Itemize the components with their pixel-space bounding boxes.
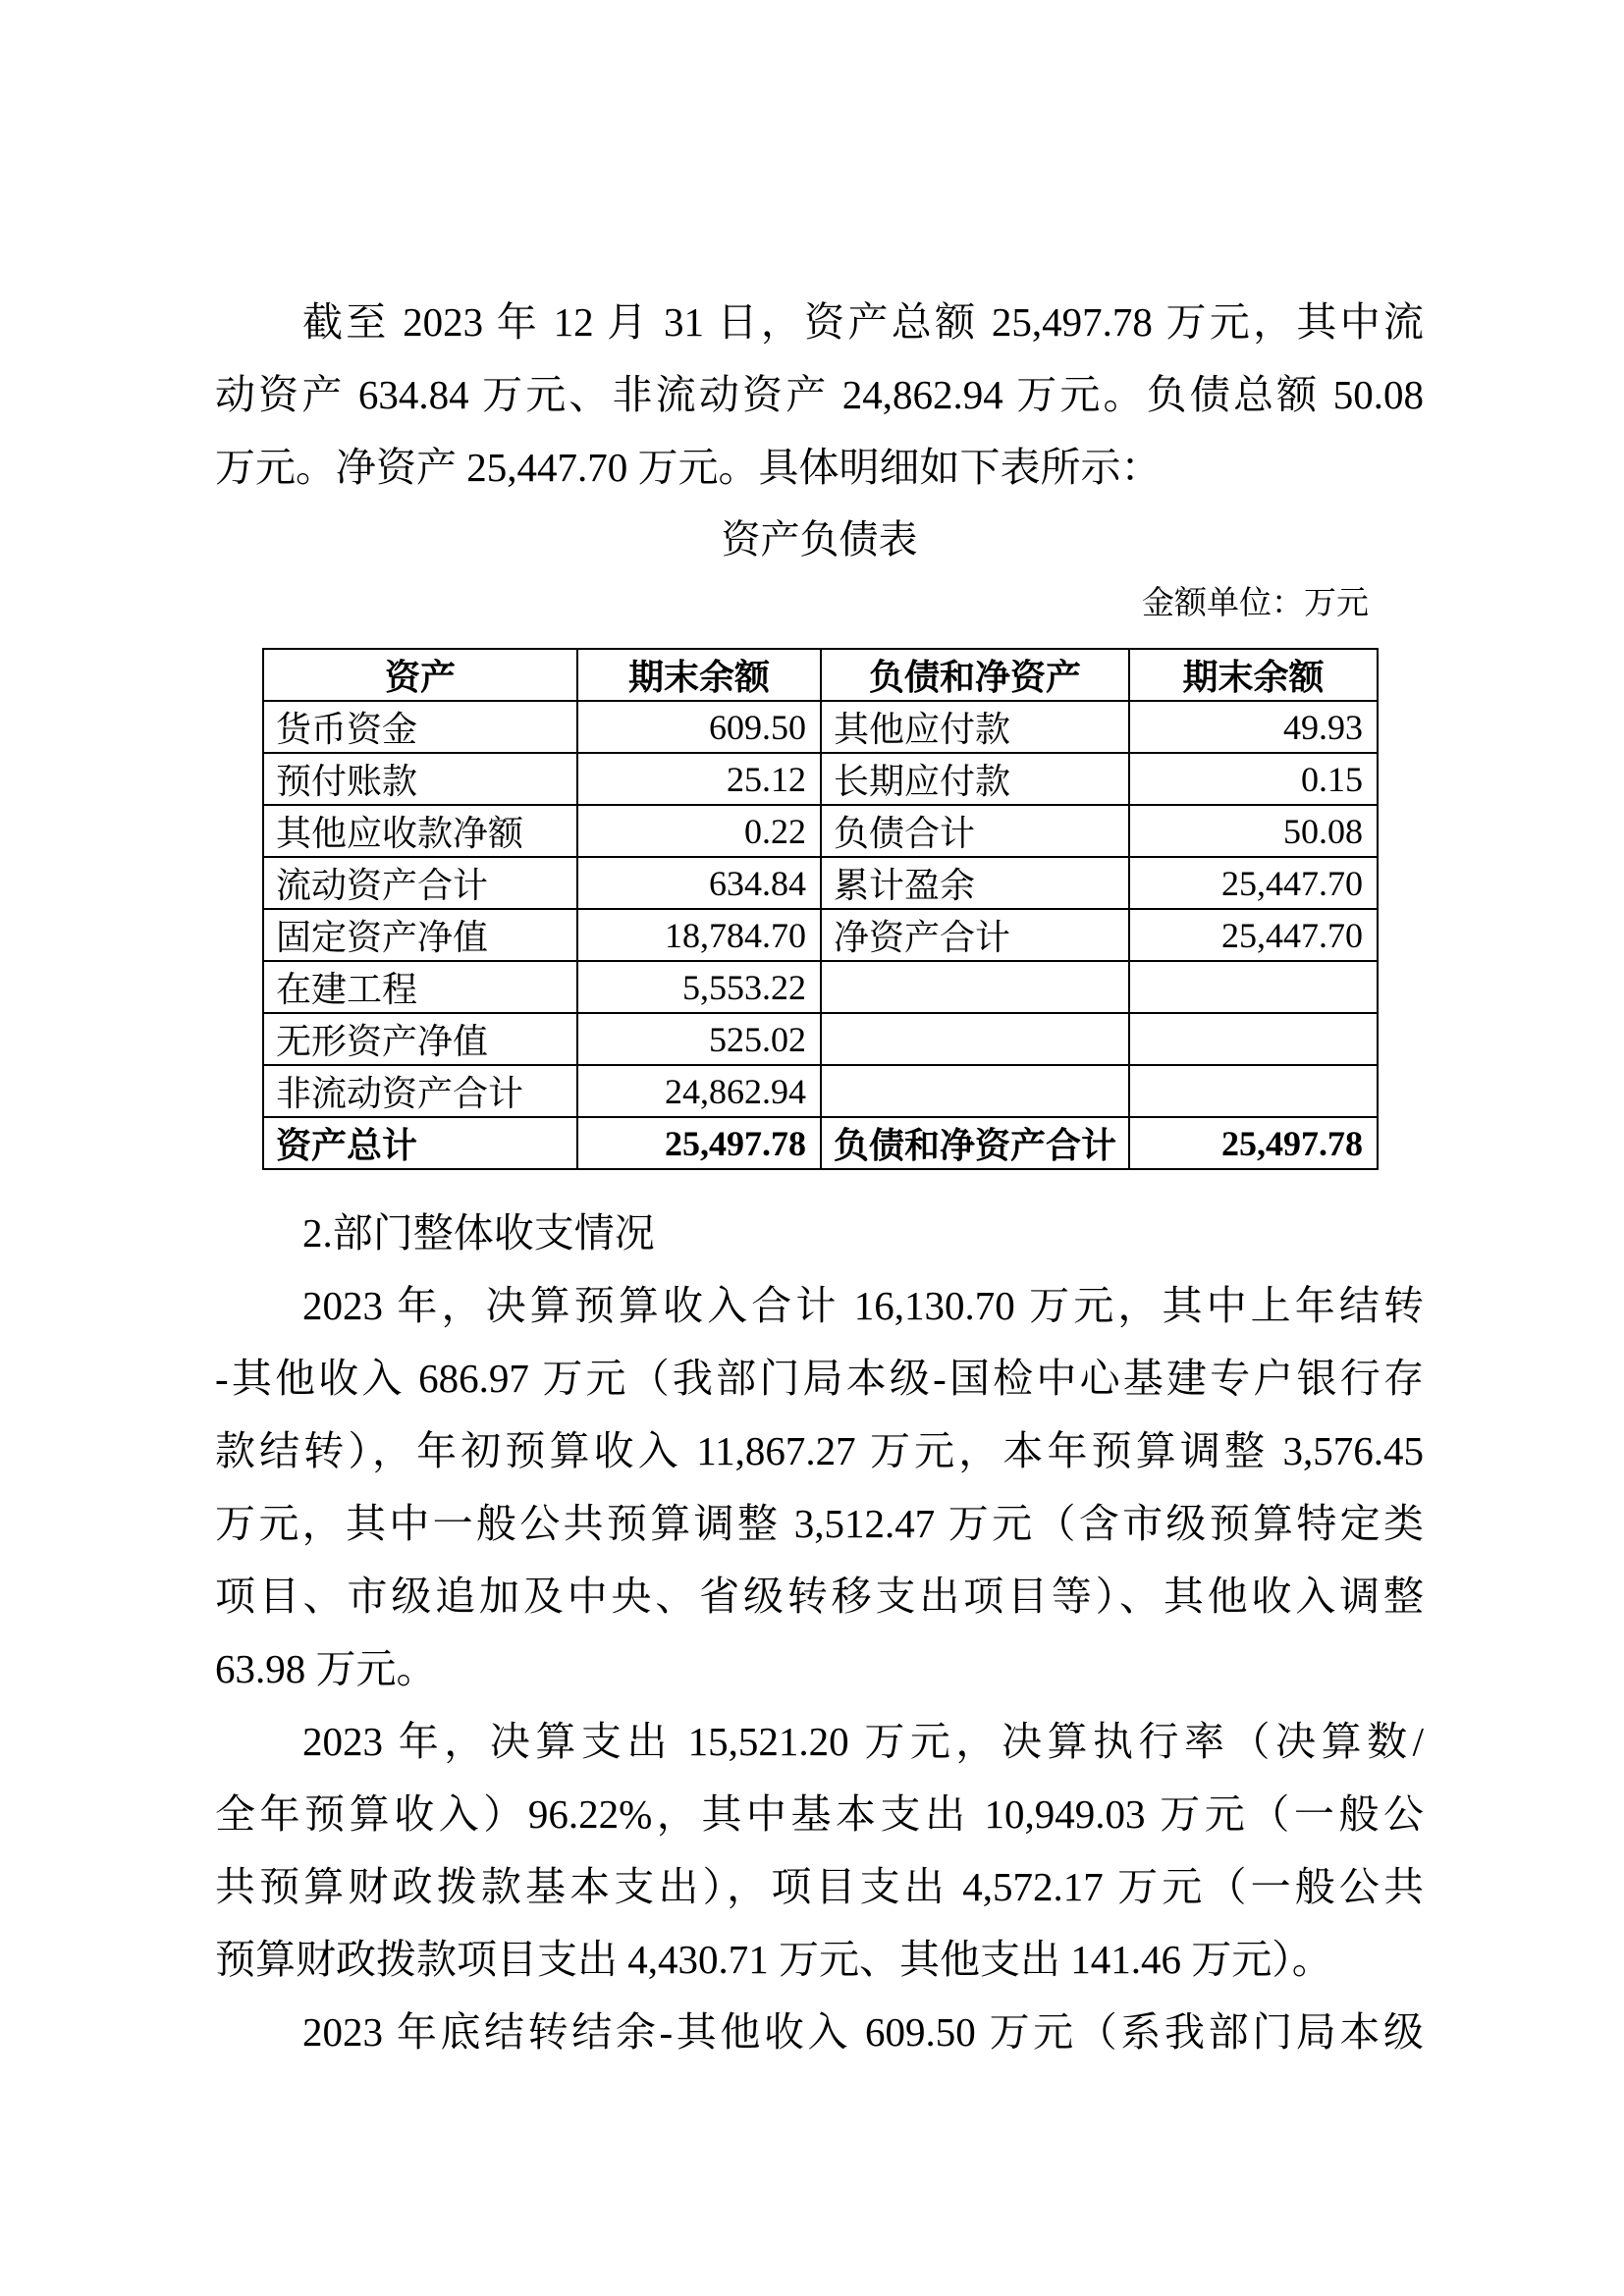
table-row <box>263 805 1378 857</box>
cell-value: 525.02 <box>577 1013 821 1065</box>
cell-value: 0.22 <box>577 805 821 857</box>
page-content <box>215 0 1424 2068</box>
intro-paragraph <box>215 286 1424 504</box>
header-liabilities-net-assets: 负债和净资产 <box>821 649 1129 701</box>
cell-label: 固定资产净值 <box>263 909 577 961</box>
text-line: 2023 年，决算支出 15,521.20 万元，决算执行率（决算数/ <box>302 1719 1424 1764</box>
table-row <box>263 753 1378 805</box>
cell-value <box>1129 1013 1378 1065</box>
table-row <box>263 909 1378 961</box>
table-body <box>263 701 1378 1169</box>
text-line: 全年预算收入）96.22%，其中基本支出 10,949.03 万元（一般公 <box>215 1791 1424 1837</box>
section-heading: 2.部门整体收支情况 <box>302 1210 655 1255</box>
cell-value: 25,447.70 <box>1129 909 1378 961</box>
cell-label: 预付账款 <box>263 753 577 805</box>
cell-value: 0.15 <box>1129 753 1378 805</box>
header-liabilities-balance: 期末余额 <box>1129 649 1378 701</box>
table-title: 资产负债表 <box>721 517 918 561</box>
cell-value: 18,784.70 <box>577 909 821 961</box>
cell-label: 负债合计 <box>821 805 1129 857</box>
cell-value: 25,497.78 <box>577 1117 821 1169</box>
cell-label <box>821 1065 1129 1117</box>
cell-label: 非流动资产合计 <box>263 1065 577 1117</box>
text-line: 截至 2023 年 12 月 31 日，资产总额 25,497.78 万元，其中流 <box>302 299 1424 345</box>
cell-value: 25,497.78 <box>1129 1117 1378 1169</box>
cell-label: 资产总计 <box>263 1117 577 1169</box>
cell-label: 长期应付款 <box>821 753 1129 805</box>
text-line: 2023 年，决算预算收入合计 16,130.70 万元，其中上年结转 <box>302 1283 1424 1328</box>
text-line: 预算财政拨款项目支出 4,430.71 万元、其他支出 141.46 万元）。 <box>215 1937 1332 1982</box>
cell-value <box>1129 1065 1378 1117</box>
text-line: 款结转），年初预算收入 11,867.27 万元，本年预算调整 3,576.45 <box>215 1428 1424 1473</box>
table-row <box>263 1117 1378 1169</box>
cell-value: 49.93 <box>1129 701 1378 753</box>
header-assets: 资产 <box>263 649 577 701</box>
cell-value: 50.08 <box>1129 805 1378 857</box>
balance-sheet-table <box>262 648 1379 1170</box>
paragraph-income <box>215 1269 1424 1705</box>
cell-label <box>821 1013 1129 1065</box>
table-header-row <box>263 649 1378 701</box>
cell-value: 25.12 <box>577 753 821 805</box>
text-line: 万元，其中一般公共预算调整 3,512.47 万元（含市级预算特定类 <box>215 1501 1424 1546</box>
table-row <box>263 1013 1378 1065</box>
header-assets-balance: 期末余额 <box>577 649 821 701</box>
cell-value: 5,553.22 <box>577 961 821 1013</box>
text-line: 2023 年底结转结余-其他收入 609.50 万元（系我部门局本级 <box>302 2009 1424 2055</box>
unit-label: 金额单位：万元 <box>1142 586 1369 621</box>
cell-label: 在建工程 <box>263 961 577 1013</box>
paragraph-expenditure <box>215 1705 1424 1996</box>
table-row <box>263 857 1378 909</box>
cell-value <box>1129 961 1378 1013</box>
cell-value: 25,447.70 <box>1129 857 1378 909</box>
cell-label: 净资产合计 <box>821 909 1129 961</box>
cell-label: 货币资金 <box>263 701 577 753</box>
cell-label: 其他应收款净额 <box>263 805 577 857</box>
cell-label <box>821 961 1129 1013</box>
text-line: 项目、市级追加及中央、省级转移支出项目等）、其他收入调整 <box>215 1574 1424 1619</box>
text-line: 万元。净资产 25,447.70 万元。具体明细如下表所示： <box>215 445 1162 490</box>
table-row <box>263 701 1378 753</box>
text-line: 动资产 634.84 万元、非流动资产 24,862.94 万元。负债总额 50.08 <box>215 372 1424 417</box>
cell-value: 24,862.94 <box>577 1065 821 1117</box>
cell-value: 634.84 <box>577 857 821 909</box>
text-line: 63.98 万元。 <box>215 1646 437 1691</box>
cell-label: 负债和净资产合计 <box>821 1117 1129 1169</box>
paragraph-carryover <box>215 1996 1424 2068</box>
cell-label: 其他应付款 <box>821 701 1129 753</box>
table-row <box>263 1065 1378 1117</box>
text-line: 共预算财政拨款基本支出），项目支出 4,572.17 万元（一般公共 <box>215 1864 1424 1909</box>
cell-label: 流动资产合计 <box>263 857 577 909</box>
text-line: -其他收入 686.97 万元（我部门局本级-国检中心基建专户银行存 <box>215 1356 1424 1401</box>
table-row <box>263 961 1378 1013</box>
cell-value: 609.50 <box>577 701 821 753</box>
cell-label: 无形资产净值 <box>263 1013 577 1065</box>
cell-label: 累计盈余 <box>821 857 1129 909</box>
